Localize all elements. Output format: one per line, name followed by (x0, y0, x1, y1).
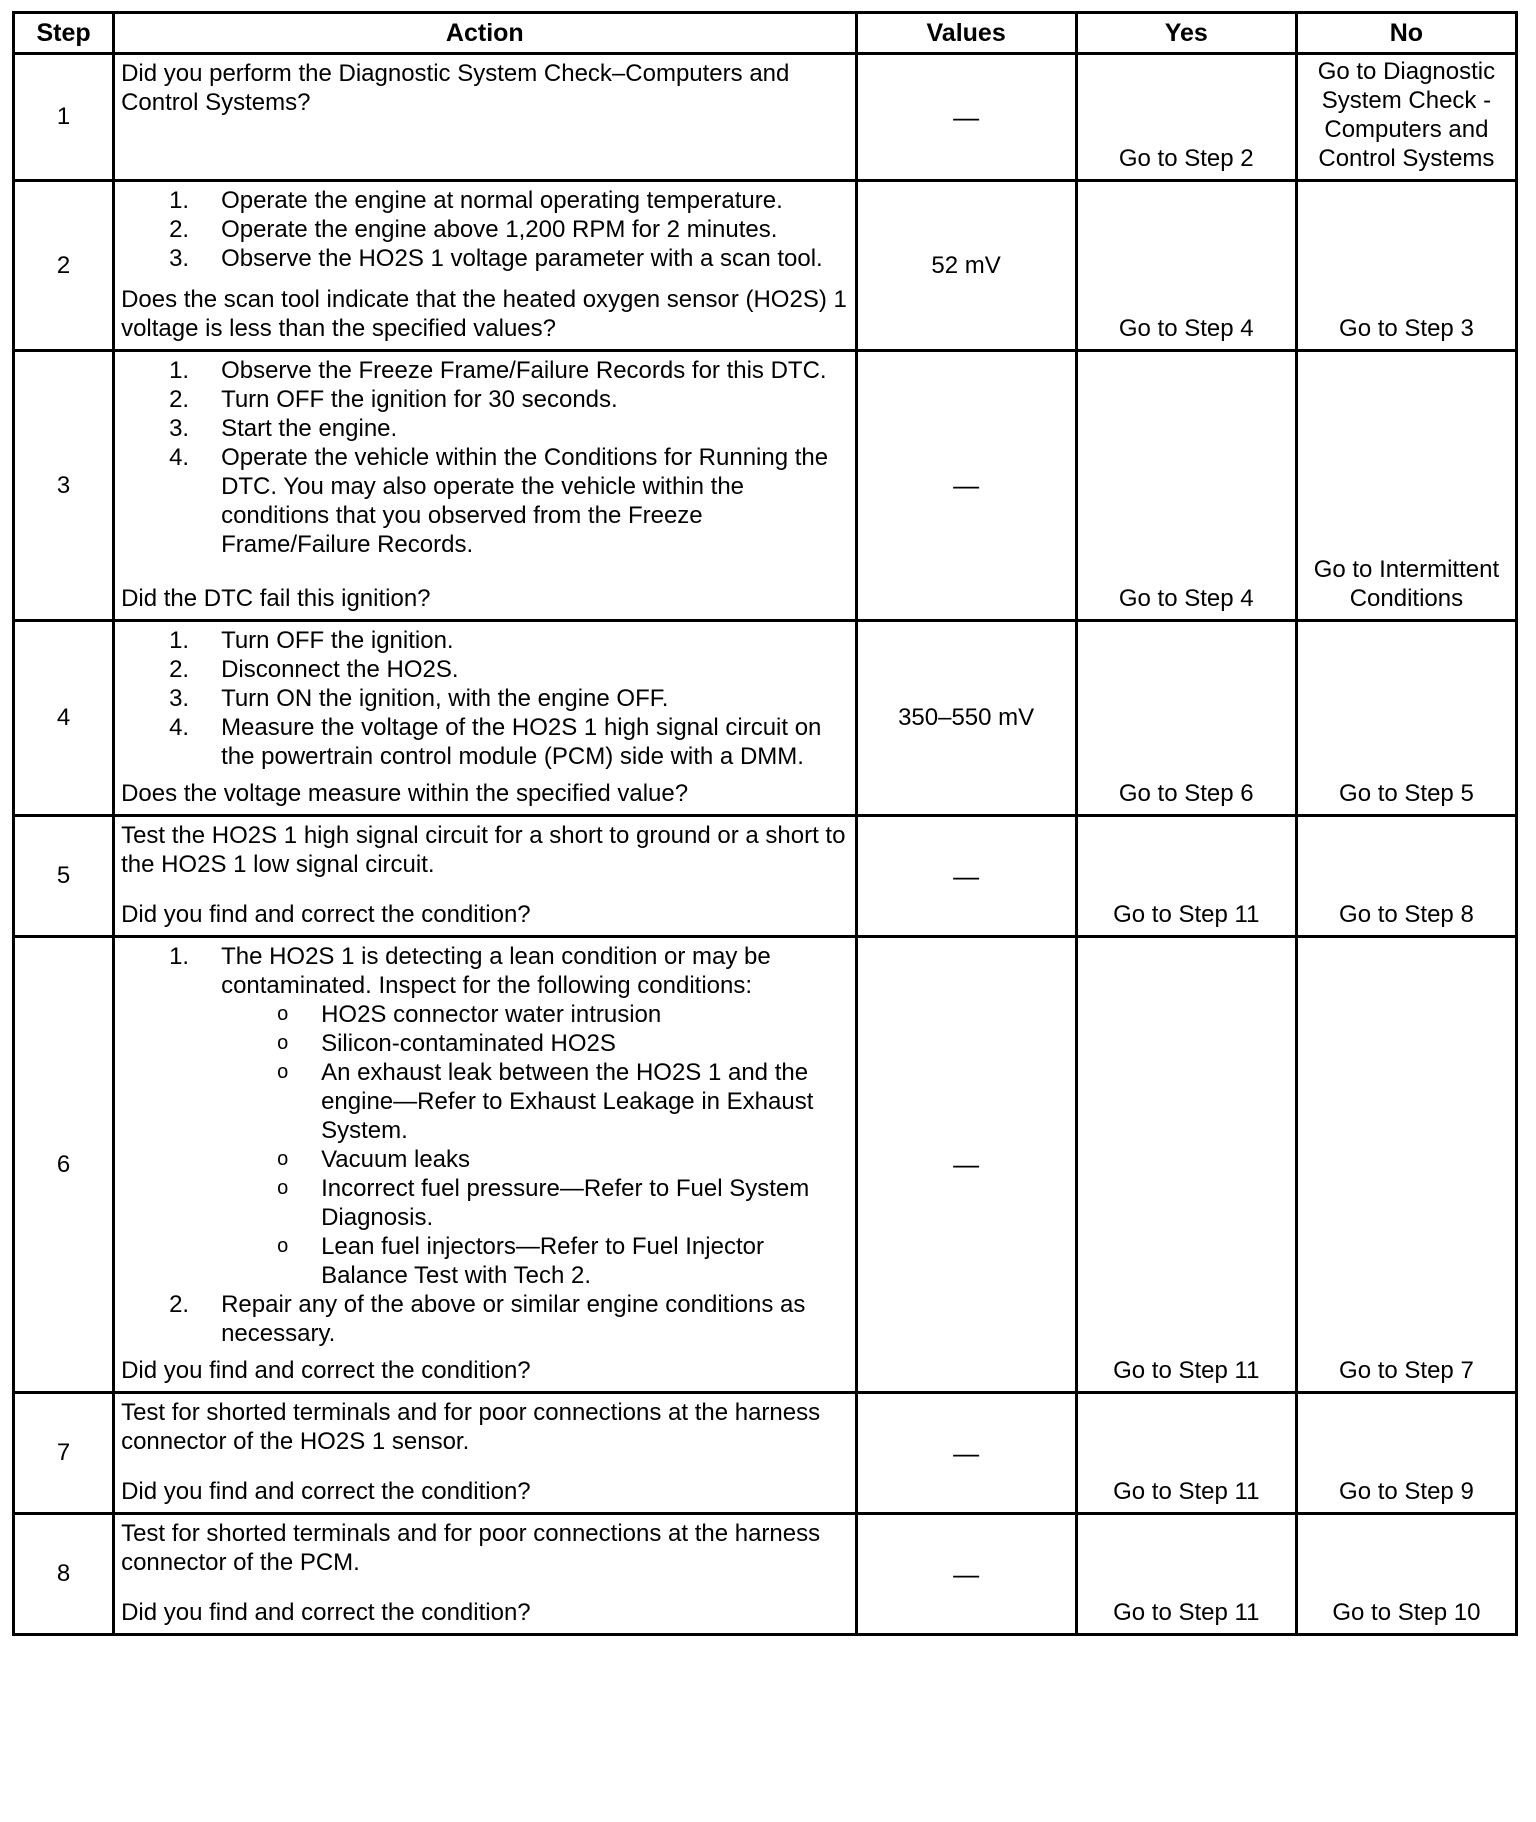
procedure-text: Observe the Freeze Frame/Failure Records for this DTC. (221, 357, 827, 384)
yes-result: Go to Step 11 (1076, 1393, 1296, 1514)
procedure-number: 3. (169, 415, 190, 442)
action-body (121, 626, 848, 771)
step-number: 5 (14, 816, 114, 937)
yes-result: Go to Step 4 (1076, 181, 1296, 351)
procedure-content (221, 244, 848, 273)
procedure-number: 2. (169, 386, 190, 413)
condition-item (221, 1174, 848, 1232)
action-content (121, 942, 848, 1385)
procedure-item (121, 414, 848, 443)
bullet-marker: o (277, 1061, 289, 1083)
procedure-list (121, 942, 848, 1348)
procedure-item (121, 244, 848, 273)
procedure-number: 2. (169, 216, 190, 243)
table-row (14, 54, 1517, 181)
table-row (14, 1514, 1517, 1635)
specified-value: — (856, 351, 1076, 621)
action-body (121, 821, 848, 879)
procedure-number: 2. (169, 656, 190, 683)
procedure-text: Turn OFF the ignition for 30 seconds. (221, 386, 618, 413)
action-cell (114, 937, 856, 1393)
procedure-item (121, 186, 848, 215)
procedure-item (121, 684, 848, 713)
table-row (14, 351, 1517, 621)
no-result: Go to Step 7 (1296, 937, 1516, 1393)
table-row (14, 621, 1517, 816)
procedure-text: Observe the HO2S 1 voltage parameter with a scan tool. (221, 245, 823, 272)
condition-text: Incorrect fuel pressure—Refer to Fuel System Diagnosis. (321, 1175, 810, 1231)
yes-result: Go to Step 6 (1076, 621, 1296, 816)
action-question: Did you find and correct the condition? (121, 901, 531, 928)
procedure-text: Start the engine. (221, 415, 398, 442)
header-step: Step (14, 13, 114, 54)
no-result: Go to Step 8 (1296, 816, 1516, 937)
procedure-number: 2. (169, 1291, 190, 1318)
procedure-content (221, 1290, 848, 1348)
step-number: 4 (14, 621, 114, 816)
bullet-marker: o (277, 1032, 289, 1054)
table-row (14, 816, 1517, 937)
step-number: 1 (14, 54, 114, 181)
yes-result: Go to Step 4 (1076, 351, 1296, 621)
condition-item (221, 1058, 848, 1145)
procedure-list (121, 356, 848, 559)
yes-result: Go to Step 2 (1076, 54, 1296, 181)
header-yes: Yes (1076, 13, 1296, 54)
action-body (121, 356, 848, 559)
procedure-item (121, 942, 848, 1290)
procedure-text: Measure the voltage of the HO2S 1 high signal circuit on the powertrain control module (PCM) side with a DMM. (221, 714, 822, 770)
procedure-item (121, 443, 848, 559)
no-result: Go to Step 9 (1296, 1393, 1516, 1514)
specified-value: — (856, 1393, 1076, 1514)
procedure-list (121, 626, 848, 771)
no-result: Go to Intermittent Conditions (1296, 351, 1516, 621)
procedure-content (221, 414, 848, 443)
procedure-number: 1. (169, 187, 190, 214)
action-cell (114, 816, 856, 937)
action-text: Did you perform the Diagnostic System Check–Computers and Control Systems? (121, 60, 790, 116)
action-content (121, 821, 848, 929)
action-body (121, 1519, 848, 1577)
procedure-content (221, 942, 848, 1290)
procedure-number: 3. (169, 685, 190, 712)
action-cell (114, 54, 856, 181)
condition-text: Silicon-contaminated HO2S (321, 1030, 616, 1057)
step-number: 3 (14, 351, 114, 621)
action-content (121, 626, 848, 808)
no-result: Go to Step 3 (1296, 181, 1516, 351)
procedure-content (221, 385, 848, 414)
procedure-item (121, 713, 848, 771)
bullet-marker: o (277, 1148, 289, 1170)
procedure-content (221, 215, 848, 244)
procedure-content (221, 626, 848, 655)
action-body (121, 186, 848, 273)
procedure-text: Operate the engine at normal operating temperature. (221, 187, 783, 214)
condition-text: HO2S connector water intrusion (321, 1001, 662, 1028)
procedure-content (221, 713, 848, 771)
action-cell (114, 351, 856, 621)
specified-value: — (856, 937, 1076, 1393)
action-content (121, 1398, 848, 1506)
header-row (14, 13, 1517, 54)
table-row (14, 181, 1517, 351)
step-number: 8 (14, 1514, 114, 1635)
action-text: Test for shorted terminals and for poor connections at the harness connector of the HO2S 1 sensor. (121, 1399, 821, 1455)
procedure-number: 4. (169, 444, 190, 471)
step-number: 7 (14, 1393, 114, 1514)
action-question: Does the scan tool indicate that the heated oxygen sensor (HO2S) 1 voltage is less than the specified values? (121, 286, 847, 342)
procedure-content (221, 356, 848, 385)
header-action: Action (114, 13, 856, 54)
procedure-text: Operate the engine above 1,200 RPM for 2 minutes. (221, 216, 778, 243)
diagnostic-table (12, 11, 1518, 1636)
condition-item (221, 1232, 848, 1290)
procedure-item (121, 655, 848, 684)
condition-item (221, 1145, 848, 1174)
procedure-number: 1. (169, 943, 190, 970)
action-text: Test the HO2S 1 high signal circuit for a short to ground or a short to the HO2S 1 low signal circuit. (121, 822, 846, 878)
procedure-content (221, 443, 848, 559)
procedure-item (121, 1290, 848, 1348)
no-result: Go to Step 5 (1296, 621, 1516, 816)
condition-item (221, 1000, 848, 1029)
procedure-text: Turn OFF the ignition. (221, 627, 454, 654)
no-result: Go to Diagnostic System Check - Computers and Control Systems (1296, 54, 1516, 181)
action-question: Did you find and correct the condition? (121, 1599, 531, 1626)
action-content (121, 356, 848, 613)
procedure-item (121, 626, 848, 655)
action-cell (114, 1514, 856, 1635)
procedure-number: 4. (169, 714, 190, 741)
bullet-marker: o (277, 1177, 289, 1199)
procedure-content (221, 186, 848, 215)
specified-value: — (856, 816, 1076, 937)
action-body (121, 942, 848, 1348)
condition-text: An exhaust leak between the HO2S 1 and the engine—Refer to Exhaust Leakage in Exhaust System. (321, 1059, 814, 1144)
procedure-number: 1. (169, 627, 190, 654)
procedure-list (121, 186, 848, 273)
procedure-text: The HO2S 1 is detecting a lean condition or may be contaminated. Inspect for the following conditions: (221, 943, 771, 999)
procedure-content (221, 684, 848, 713)
action-cell (114, 1393, 856, 1514)
condition-text: Lean fuel injectors—Refer to Fuel Injector Balance Test with Tech 2. (321, 1233, 764, 1289)
procedure-number: 3. (169, 245, 190, 272)
action-content (121, 59, 848, 173)
header-values: Values (856, 13, 1076, 54)
specified-value: — (856, 54, 1076, 181)
condition-text: Vacuum leaks (321, 1146, 471, 1173)
action-body (121, 59, 848, 117)
action-cell (114, 181, 856, 351)
procedure-text: Repair any of the above or similar engine conditions as necessary. (221, 1291, 806, 1347)
step-number: 6 (14, 937, 114, 1393)
procedure-text: Disconnect the HO2S. (221, 656, 459, 683)
step-number: 2 (14, 181, 114, 351)
yes-result: Go to Step 11 (1076, 1514, 1296, 1635)
procedure-item (121, 356, 848, 385)
specified-value: 350–550 mV (856, 621, 1076, 816)
action-cell (114, 621, 856, 816)
bullet-marker: o (277, 1235, 289, 1257)
action-question: Did the DTC fail this ignition? (121, 585, 431, 612)
condition-list (221, 1000, 848, 1290)
yes-result: Go to Step 11 (1076, 937, 1296, 1393)
action-content (121, 186, 848, 343)
header-no: No (1296, 13, 1516, 54)
bullet-marker: o (277, 1003, 289, 1025)
table-row (14, 937, 1517, 1393)
action-content (121, 1519, 848, 1627)
no-result: Go to Step 10 (1296, 1514, 1516, 1635)
procedure-text: Turn ON the ignition, with the engine OFF. (221, 685, 669, 712)
yes-result: Go to Step 11 (1076, 816, 1296, 937)
specified-value: — (856, 1514, 1076, 1635)
action-question: Does the voltage measure within the specified value? (121, 780, 689, 807)
procedure-text: Operate the vehicle within the Conditions for Running the DTC. You may also operate the vehicle within the conditions that you observed from the Freeze Frame/Failure Records. (221, 444, 829, 558)
procedure-item (121, 215, 848, 244)
procedure-number: 1. (169, 357, 190, 384)
procedure-content (221, 655, 848, 684)
action-question: Did you find and correct the condition? (121, 1357, 531, 1384)
table-row (14, 1393, 1517, 1514)
action-body (121, 1398, 848, 1456)
action-question: Did you find and correct the condition? (121, 1478, 531, 1505)
action-text: Test for shorted terminals and for poor connections at the harness connector of the PCM. (121, 1520, 821, 1576)
specified-value: 52 mV (856, 181, 1076, 351)
procedure-item (121, 385, 848, 414)
condition-item (221, 1029, 848, 1058)
